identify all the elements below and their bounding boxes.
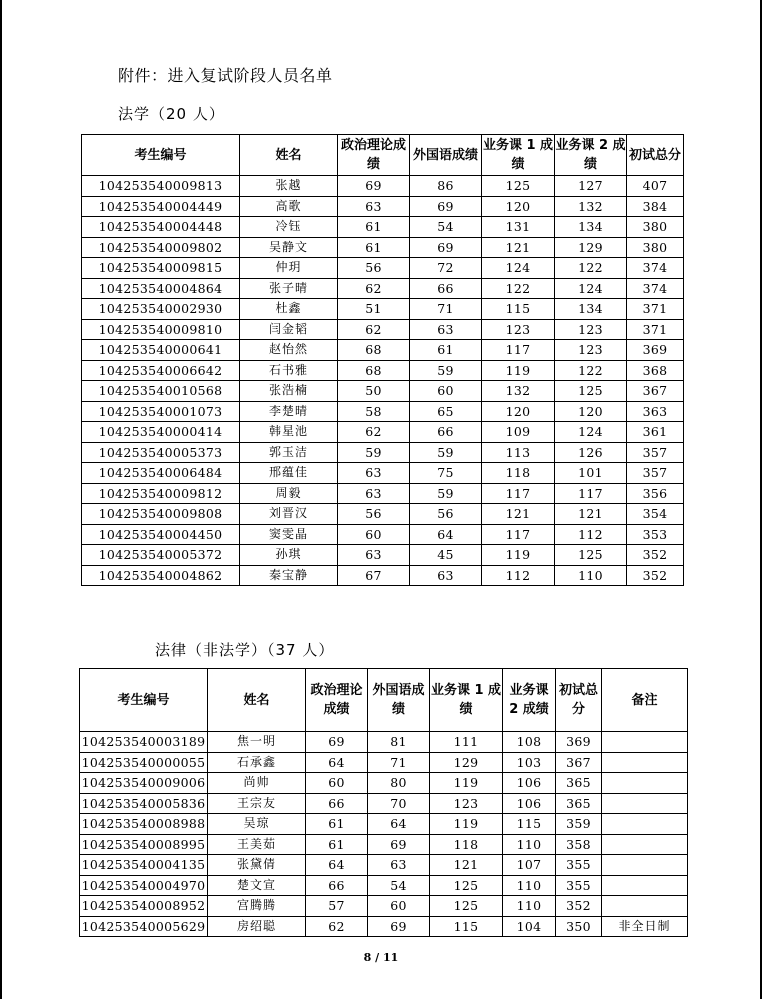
cell-subject-1: 112	[482, 565, 555, 586]
cell-subject-2: 122	[555, 258, 627, 279]
cell-politics: 62	[338, 278, 410, 299]
table-row	[80, 814, 688, 835]
cell-foreign-language: 54	[368, 875, 430, 896]
table-row	[80, 793, 688, 814]
cell-id: 104253540009813	[82, 176, 240, 197]
cell-politics: 66	[306, 875, 368, 896]
cell-subject-2: 124	[555, 422, 627, 443]
cell-name: 尚帅	[208, 773, 306, 794]
cell-politics: 61	[306, 834, 368, 855]
cell-total: 367	[627, 381, 684, 402]
cell-subject-1: 123	[430, 793, 503, 814]
table-row	[82, 504, 684, 525]
cell-politics: 62	[338, 319, 410, 340]
cell-name: 石书雅	[240, 360, 338, 381]
cell-foreign-language: 70	[368, 793, 430, 814]
cell-subject-1: 120	[482, 401, 555, 422]
cell-name: 石承鑫	[208, 752, 306, 773]
cell-foreign-language: 63	[410, 565, 482, 586]
cell-total: 354	[627, 504, 684, 525]
cell-id: 104253540006484	[82, 463, 240, 484]
col-header-id: 考生编号	[82, 135, 240, 176]
cell-subject-2: 132	[555, 196, 627, 217]
cell-total: 380	[627, 217, 684, 238]
table-row	[82, 196, 684, 217]
cell-name: 杜鑫	[240, 299, 338, 320]
cell-total: 359	[556, 814, 602, 835]
cell-subject-1: 125	[430, 896, 503, 917]
cell-name: 张黛倩	[208, 855, 306, 876]
cell-total: 374	[627, 278, 684, 299]
cell-politics: 64	[306, 752, 368, 773]
cell-politics: 50	[338, 381, 410, 402]
col-header-foreign-language: 外国语成绩	[410, 135, 482, 176]
table-row	[82, 319, 684, 340]
cell-subject-1: 125	[430, 875, 503, 896]
cell-subject-1: 119	[482, 545, 555, 566]
cell-foreign-language: 69	[410, 237, 482, 258]
cell-foreign-language: 69	[368, 916, 430, 937]
cell-name: 李楚晴	[240, 401, 338, 422]
cell-remarks	[602, 896, 688, 917]
cell-politics: 56	[338, 258, 410, 279]
cell-foreign-language: 66	[410, 422, 482, 443]
cell-politics: 61	[306, 814, 368, 835]
cell-subject-1: 131	[482, 217, 555, 238]
cell-subject-1: 111	[430, 732, 503, 753]
cell-subject-1: 123	[482, 319, 555, 340]
cell-politics: 58	[338, 401, 410, 422]
table-row	[82, 463, 684, 484]
cell-subject-1: 113	[482, 442, 555, 463]
cell-subject-1: 120	[482, 196, 555, 217]
cell-subject-2: 122	[555, 360, 627, 381]
cell-politics: 69	[338, 176, 410, 197]
law-candidates-table	[81, 134, 684, 586]
cell-total: 365	[556, 793, 602, 814]
cell-subject-1: 125	[482, 176, 555, 197]
cell-foreign-language: 81	[368, 732, 430, 753]
cell-subject-1: 117	[482, 524, 555, 545]
cell-total: 371	[627, 319, 684, 340]
cell-subject-1: 117	[482, 483, 555, 504]
cell-name: 赵怡然	[240, 340, 338, 361]
cell-foreign-language: 63	[368, 855, 430, 876]
cell-subject-1: 132	[482, 381, 555, 402]
cell-subject-1: 119	[482, 360, 555, 381]
cell-subject-2: 103	[503, 752, 556, 773]
cell-subject-2: 104	[503, 916, 556, 937]
cell-politics: 59	[338, 442, 410, 463]
cell-name: 刘晋汉	[240, 504, 338, 525]
cell-foreign-language: 71	[368, 752, 430, 773]
cell-subject-2: 110	[503, 896, 556, 917]
cell-subject-1: 115	[482, 299, 555, 320]
cell-id: 104253540000055	[80, 752, 208, 773]
cell-politics: 61	[338, 217, 410, 238]
cell-foreign-language: 71	[410, 299, 482, 320]
cell-total: 353	[627, 524, 684, 545]
cell-id: 104253540004970	[80, 875, 208, 896]
cell-name: 冷钰	[240, 217, 338, 238]
cell-subject-2: 117	[555, 483, 627, 504]
cell-foreign-language: 60	[368, 896, 430, 917]
col-header-subject-1: 业务课 1 成绩	[482, 135, 555, 176]
cell-foreign-language: 69	[368, 834, 430, 855]
table-row	[82, 258, 684, 279]
cell-politics: 61	[338, 237, 410, 258]
cell-subject-2: 110	[555, 565, 627, 586]
cell-total: 384	[627, 196, 684, 217]
cell-subject-2: 123	[555, 319, 627, 340]
cell-foreign-language: 61	[410, 340, 482, 361]
cell-id: 104253540003189	[80, 732, 208, 753]
cell-total: 369	[556, 732, 602, 753]
section-law-title: 法学（20 人）	[118, 105, 225, 123]
cell-id: 104253540008995	[80, 834, 208, 855]
cell-subject-2: 129	[555, 237, 627, 258]
current-page: 8	[363, 951, 372, 964]
table-row	[80, 896, 688, 917]
cell-id: 104253540009812	[82, 483, 240, 504]
cell-id: 104253540005836	[80, 793, 208, 814]
cell-remarks: 非全日制	[602, 916, 688, 937]
juris-master-candidates-table	[79, 668, 688, 937]
cell-foreign-language: 59	[410, 442, 482, 463]
cell-politics: 62	[338, 422, 410, 443]
cell-id: 104253540010568	[82, 381, 240, 402]
cell-total: 368	[627, 360, 684, 381]
cell-subject-1: 117	[482, 340, 555, 361]
table-row	[82, 299, 684, 320]
cell-politics: 63	[338, 545, 410, 566]
cell-name: 楚文宣	[208, 875, 306, 896]
cell-subject-2: 125	[555, 381, 627, 402]
cell-remarks	[602, 793, 688, 814]
table-row	[82, 217, 684, 238]
cell-id: 104253540009808	[82, 504, 240, 525]
cell-name: 邢蕴佳	[240, 463, 338, 484]
cell-politics: 64	[306, 855, 368, 876]
table-row	[82, 401, 684, 422]
col-header-id: 考生编号	[80, 669, 208, 732]
cell-subject-1: 121	[482, 237, 555, 258]
cell-foreign-language: 86	[410, 176, 482, 197]
col-header-remarks: 备注	[602, 669, 688, 732]
cell-foreign-language: 64	[368, 814, 430, 835]
cell-politics: 66	[306, 793, 368, 814]
cell-subject-2: 134	[555, 299, 627, 320]
table-row	[82, 422, 684, 443]
cell-name: 韩星池	[240, 422, 338, 443]
cell-foreign-language: 59	[410, 483, 482, 504]
cell-remarks	[602, 773, 688, 794]
cell-id: 104253540004450	[82, 524, 240, 545]
cell-total: 407	[627, 176, 684, 197]
cell-name: 王宗友	[208, 793, 306, 814]
cell-subject-2: 127	[555, 176, 627, 197]
table-row	[80, 752, 688, 773]
cell-politics: 60	[338, 524, 410, 545]
cell-foreign-language: 56	[410, 504, 482, 525]
cell-remarks	[602, 875, 688, 896]
cell-politics: 51	[338, 299, 410, 320]
cell-id: 104253540000641	[82, 340, 240, 361]
cell-politics: 63	[338, 196, 410, 217]
cell-id: 104253540005373	[82, 442, 240, 463]
cell-subject-2: 120	[555, 401, 627, 422]
cell-subject-2: 115	[503, 814, 556, 835]
cell-subject-2: 101	[555, 463, 627, 484]
cell-foreign-language: 54	[410, 217, 482, 238]
cell-subject-2: 112	[555, 524, 627, 545]
cell-subject-1: 118	[430, 834, 503, 855]
col-header-subject-2: 业务课 2 成绩	[503, 669, 556, 732]
cell-id: 104253540009006	[80, 773, 208, 794]
cell-foreign-language: 45	[410, 545, 482, 566]
cell-foreign-language: 59	[410, 360, 482, 381]
cell-remarks	[602, 732, 688, 753]
col-header-politics: 政治理论成绩	[306, 669, 368, 732]
cell-name: 高歌	[240, 196, 338, 217]
cell-remarks	[602, 855, 688, 876]
cell-total: 356	[627, 483, 684, 504]
cell-total: 380	[627, 237, 684, 258]
cell-id: 104253540002930	[82, 299, 240, 320]
col-header-total: 初试总分	[556, 669, 602, 732]
cell-politics: 56	[338, 504, 410, 525]
cell-foreign-language: 75	[410, 463, 482, 484]
cell-total: 365	[556, 773, 602, 794]
table-row	[80, 834, 688, 855]
table-header-row	[80, 669, 688, 732]
cell-id: 104253540004449	[82, 196, 240, 217]
table-row	[80, 855, 688, 876]
cell-foreign-language: 65	[410, 401, 482, 422]
cell-id: 104253540009815	[82, 258, 240, 279]
cell-remarks	[602, 752, 688, 773]
cell-id: 104253540006642	[82, 360, 240, 381]
table-row	[82, 176, 684, 197]
cell-id: 104253540005629	[80, 916, 208, 937]
cell-total: 363	[627, 401, 684, 422]
col-header-name: 姓名	[240, 135, 338, 176]
table-row	[82, 565, 684, 586]
cell-name: 郭玉洁	[240, 442, 338, 463]
cell-total: 352	[627, 545, 684, 566]
attachment-heading: 附件：进入复试阶段人员名单	[118, 66, 333, 85]
cell-total: 357	[627, 442, 684, 463]
cell-id: 104253540008988	[80, 814, 208, 835]
col-header-name: 姓名	[208, 669, 306, 732]
section-juris-master-title: 法律（非法学）（37 人）	[155, 641, 335, 659]
cell-name: 宫腾腾	[208, 896, 306, 917]
cell-politics: 69	[306, 732, 368, 753]
cell-foreign-language: 80	[368, 773, 430, 794]
page-number	[0, 951, 762, 964]
cell-total: 350	[556, 916, 602, 937]
cell-subject-1: 109	[482, 422, 555, 443]
cell-name: 秦宝静	[240, 565, 338, 586]
cell-id: 104253540000414	[82, 422, 240, 443]
cell-total: 361	[627, 422, 684, 443]
cell-politics: 62	[306, 916, 368, 937]
cell-id: 104253540004135	[80, 855, 208, 876]
cell-politics: 63	[338, 483, 410, 504]
cell-name: 张越	[240, 176, 338, 197]
cell-name: 王美茹	[208, 834, 306, 855]
cell-foreign-language: 69	[410, 196, 482, 217]
cell-politics: 67	[338, 565, 410, 586]
table-row	[80, 773, 688, 794]
cell-subject-2: 123	[555, 340, 627, 361]
cell-remarks	[602, 834, 688, 855]
page-border-left	[0, 0, 2, 999]
cell-subject-1: 122	[482, 278, 555, 299]
cell-politics: 68	[338, 360, 410, 381]
cell-id: 104253540008952	[80, 896, 208, 917]
page-separator: /	[371, 951, 384, 964]
cell-remarks	[602, 814, 688, 835]
cell-name: 窦雯晶	[240, 524, 338, 545]
cell-id: 104253540001073	[82, 401, 240, 422]
cell-name: 房绍聪	[208, 916, 306, 937]
table-row	[80, 916, 688, 937]
cell-total: 367	[556, 752, 602, 773]
cell-subject-2: 106	[503, 773, 556, 794]
cell-id: 104253540004862	[82, 565, 240, 586]
cell-total: 355	[556, 855, 602, 876]
cell-politics: 57	[306, 896, 368, 917]
cell-subject-1: 121	[482, 504, 555, 525]
table-header-row	[82, 135, 684, 176]
cell-subject-1: 118	[482, 463, 555, 484]
cell-total: 352	[627, 565, 684, 586]
table-row	[82, 524, 684, 545]
table-row	[82, 545, 684, 566]
table-row	[82, 381, 684, 402]
cell-subject-1: 119	[430, 814, 503, 835]
cell-name: 孙琪	[240, 545, 338, 566]
cell-id: 104253540005372	[82, 545, 240, 566]
table-row	[80, 732, 688, 753]
cell-subject-2: 107	[503, 855, 556, 876]
cell-politics: 63	[338, 463, 410, 484]
cell-subject-2: 124	[555, 278, 627, 299]
cell-total: 374	[627, 258, 684, 279]
cell-name: 张子晴	[240, 278, 338, 299]
cell-foreign-language: 66	[410, 278, 482, 299]
cell-foreign-language: 60	[410, 381, 482, 402]
col-header-foreign-language: 外国语成绩	[368, 669, 430, 732]
cell-total: 371	[627, 299, 684, 320]
cell-name: 闫金韬	[240, 319, 338, 340]
table-row	[82, 483, 684, 504]
table-row	[82, 237, 684, 258]
cell-subject-2: 126	[555, 442, 627, 463]
col-header-subject-2: 业务课 2 成绩	[555, 135, 627, 176]
cell-subject-2: 106	[503, 793, 556, 814]
cell-subject-1: 119	[430, 773, 503, 794]
cell-subject-2: 121	[555, 504, 627, 525]
cell-name: 张浩楠	[240, 381, 338, 402]
cell-id: 104253540004448	[82, 217, 240, 238]
cell-politics: 60	[306, 773, 368, 794]
cell-subject-2: 110	[503, 875, 556, 896]
cell-subject-2: 134	[555, 217, 627, 238]
cell-subject-2: 108	[503, 732, 556, 753]
cell-id: 104253540009810	[82, 319, 240, 340]
cell-name: 仲玥	[240, 258, 338, 279]
table-row	[82, 360, 684, 381]
cell-total: 352	[556, 896, 602, 917]
col-header-total: 初试总分	[627, 135, 684, 176]
col-header-politics: 政治理论成绩	[338, 135, 410, 176]
cell-subject-2: 125	[555, 545, 627, 566]
cell-total: 357	[627, 463, 684, 484]
cell-subject-1: 115	[430, 916, 503, 937]
table-row	[82, 278, 684, 299]
cell-subject-1: 121	[430, 855, 503, 876]
table-row	[80, 875, 688, 896]
cell-total: 355	[556, 875, 602, 896]
table-row	[82, 442, 684, 463]
table-row	[82, 340, 684, 361]
cell-foreign-language: 72	[410, 258, 482, 279]
col-header-subject-1: 业务课 1 成绩	[430, 669, 503, 732]
cell-subject-1: 129	[430, 752, 503, 773]
cell-subject-1: 124	[482, 258, 555, 279]
cell-name: 周毅	[240, 483, 338, 504]
cell-subject-2: 110	[503, 834, 556, 855]
cell-name: 焦一明	[208, 732, 306, 753]
cell-foreign-language: 64	[410, 524, 482, 545]
total-pages: 11	[383, 951, 399, 964]
cell-id: 104253540009802	[82, 237, 240, 258]
cell-politics: 68	[338, 340, 410, 361]
cell-total: 358	[556, 834, 602, 855]
cell-id: 104253540004864	[82, 278, 240, 299]
cell-name: 吴静文	[240, 237, 338, 258]
cell-name: 吴琼	[208, 814, 306, 835]
cell-total: 369	[627, 340, 684, 361]
cell-foreign-language: 63	[410, 319, 482, 340]
